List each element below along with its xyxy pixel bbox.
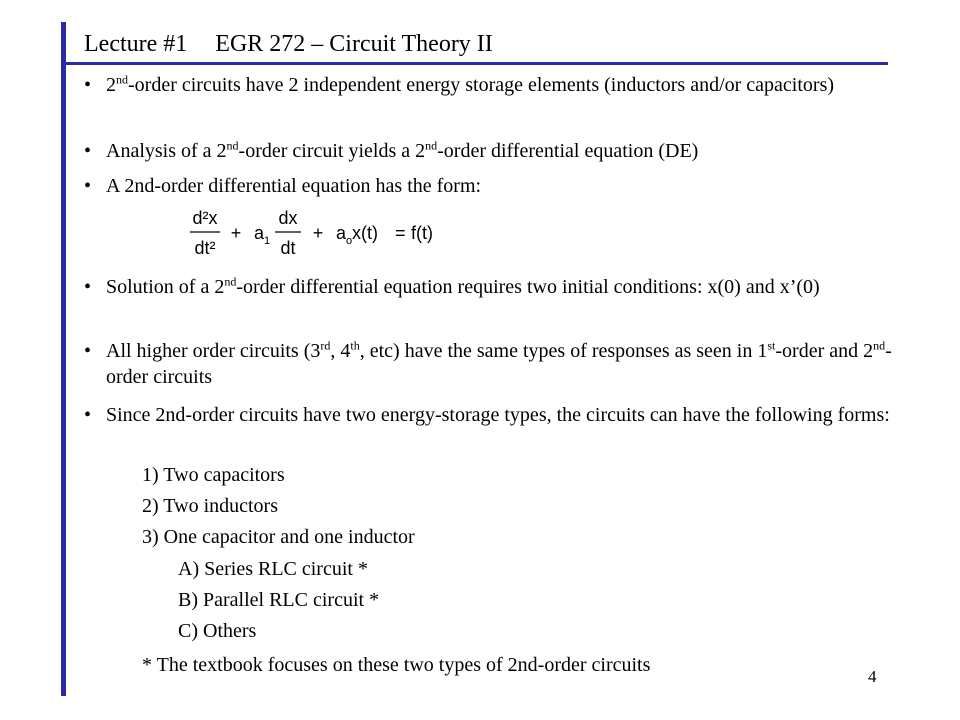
course-title: EGR 272 – Circuit Theory II xyxy=(215,31,493,57)
form-item: 1) Two capacitors xyxy=(142,464,285,486)
form-item: 3) One capacitor and one inductor xyxy=(142,526,415,548)
eq-term2-denominator: dt xyxy=(280,238,296,258)
eq-term2-numerator: dx xyxy=(278,208,298,228)
eq-plus: + xyxy=(230,223,242,243)
bullet-dot: • xyxy=(84,276,92,298)
eq-coef-a0: a xyxy=(336,223,347,243)
eq-coef-a0-sub: o xyxy=(346,235,353,247)
eq-equals: = xyxy=(395,223,406,243)
eq-term1-numerator: d²x xyxy=(192,208,218,228)
form-subitem: A) Series RLC circuit * xyxy=(178,558,368,580)
bullet-dot: • xyxy=(84,404,92,426)
footnote: * The textbook focuses on these two types of 2nd-order circuits xyxy=(142,654,651,676)
bullet-dot: • xyxy=(84,340,92,362)
lecture-number: Lecture #1 xyxy=(84,31,188,57)
slide-title xyxy=(84,31,493,58)
form-subitem: B) Parallel RLC circuit * xyxy=(178,589,380,611)
bullet-dot: • xyxy=(84,74,92,96)
form-item: 2) Two inductors xyxy=(142,495,278,517)
title-underline-bar xyxy=(61,62,888,65)
eq-rhs: f(t) xyxy=(411,223,433,243)
eq-term1-denominator: dt² xyxy=(194,238,216,258)
bullet-higher-order: • All higher order circuits (3rd, 4th, etc) have the same types of responses as seen in 1st-order and 2nd-order circuits xyxy=(84,338,892,388)
eq-plus: + xyxy=(312,223,324,243)
bullet-initial-conditions: • Solution of a 2nd-order differential equation requires two initial conditions: x(0) and x’(0) xyxy=(84,274,820,298)
bullet-dot: • xyxy=(84,175,92,197)
bullet-dot: • xyxy=(84,140,92,162)
bullet-de-form: • A 2nd-order differential equation has the form: xyxy=(84,175,482,197)
bullet-circuit-forms: • Since 2nd-order circuits have two energy-storage types, the circuits can have the following forms: xyxy=(84,404,890,426)
bullet-analysis: • Analysis of a 2nd-order circuit yields a 2nd-order differential equation (DE) xyxy=(84,138,699,162)
eq-coef-a1: a xyxy=(254,223,265,243)
form-subitem: C) Others xyxy=(178,620,257,642)
differential-equation xyxy=(188,204,448,264)
eq-coef-a1-sub: 1 xyxy=(264,235,271,247)
page-number: 4 xyxy=(868,667,877,686)
left-accent-bar xyxy=(61,22,66,696)
eq-term3: x(t) xyxy=(352,223,378,243)
bullet-energy-storage: • 2nd-order circuits have 2 independent energy storage elements (inductors and/or capacitors) xyxy=(84,72,835,96)
